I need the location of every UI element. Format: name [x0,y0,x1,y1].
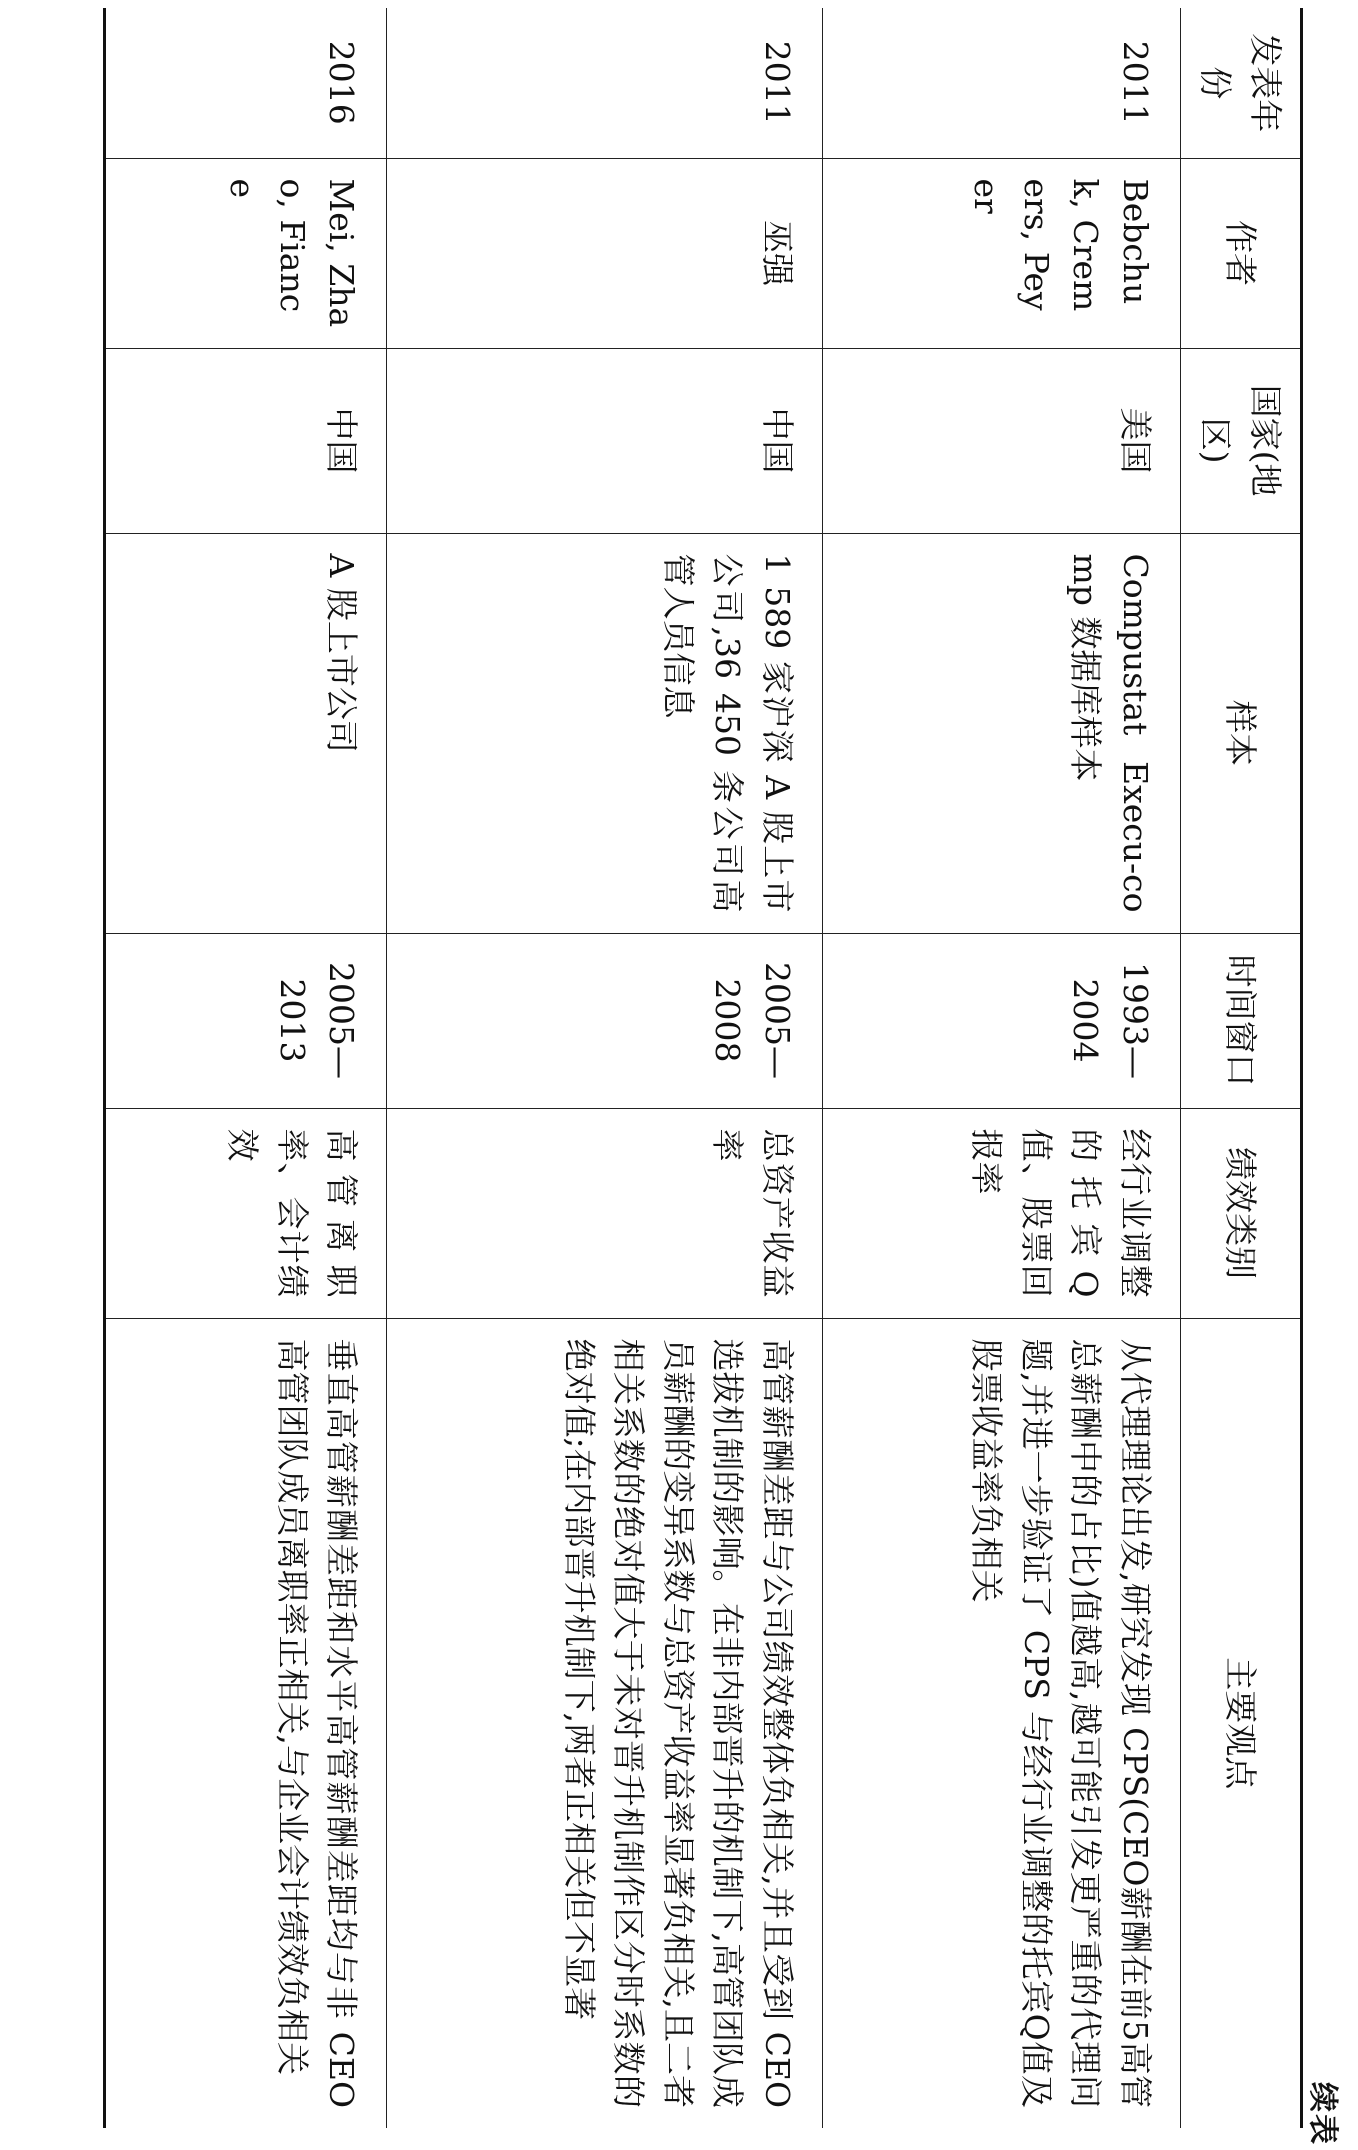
table-row [822,8,1180,2128]
literature-review-table [103,8,1303,2128]
cell-time-window: 2005—2013 [105,933,387,1108]
cell-performance-type: 总资产收益率 [387,1108,823,1318]
header-performance-type: 绩效类别 [1181,1108,1302,1318]
header-sample: 样本 [1181,533,1302,933]
cell-year: 2011 [822,8,1180,158]
cell-country: 中国 [387,348,823,533]
cell-time-window: 1993—2004 [822,933,1180,1108]
table-row [105,8,387,2128]
header-country: 国家(地区) [1181,348,1302,533]
cell-sample: Compustat Execu-comp 数据库样本 [822,533,1180,933]
cell-author: Bebchuk, Cremers, Peyer [822,158,1180,348]
header-main-viewpoint: 主要观点 [1181,1318,1302,2128]
header-author: 作者 [1181,158,1302,348]
continued-table-label: 续表 [1305,2082,1340,2146]
cell-sample: 1 589 家沪深 A 股上市公司,36 450 条公司高管人员信息 [387,533,823,933]
header-time-window: 时间窗口 [1181,933,1302,1108]
cell-author: Mei, Zhao, Fiance [105,158,387,348]
cell-year: 2011 [387,8,823,158]
header-year: 发表年份 [1181,8,1302,158]
cell-country: 美国 [822,348,1180,533]
cell-sample: A 股上市公司 [105,533,387,933]
cell-time-window: 2005—2008 [387,933,823,1108]
table-header-row [1181,8,1302,2128]
cell-country: 中国 [105,348,387,533]
cell-main-viewpoint: 从代理理论出发,研究发现 CPS(CEO薪酬在前5高管总薪酬中的占比)值越高,越可能引发更严重的代理问题,并进一步验证了 CPS 与经行业调整的托宾Q值及股票收益率负相关 [822,1318,1180,2128]
cell-main-viewpoint: 垂直高管薪酬差距和水平高管薪酬差距均与非 CEO 高管团队成员离职率正相关,与企业会计绩效负相关 [105,1318,387,2128]
cell-year: 2016 [105,8,387,158]
cell-author: 巫强 [387,158,823,348]
table-row [387,8,823,2128]
cell-performance-type: 高管离职率、会计绩效 [105,1108,387,1318]
cell-performance-type: 经行业调整的托宾Q值、股票回报率 [822,1108,1180,1318]
cell-main-viewpoint: 高管薪酬差距与公司绩效整体负相关,并且受到 CEO 选拔机制的影响。在非内部晋升的机制下,高管团队成员薪酬的变异系数与总资产收益率显著负相关,且二者相关系数的绝对值大于未对晋升机制作区分时系数的绝对值;在内部晋升机制下,两者正相关但不显著 [387,1318,823,2128]
